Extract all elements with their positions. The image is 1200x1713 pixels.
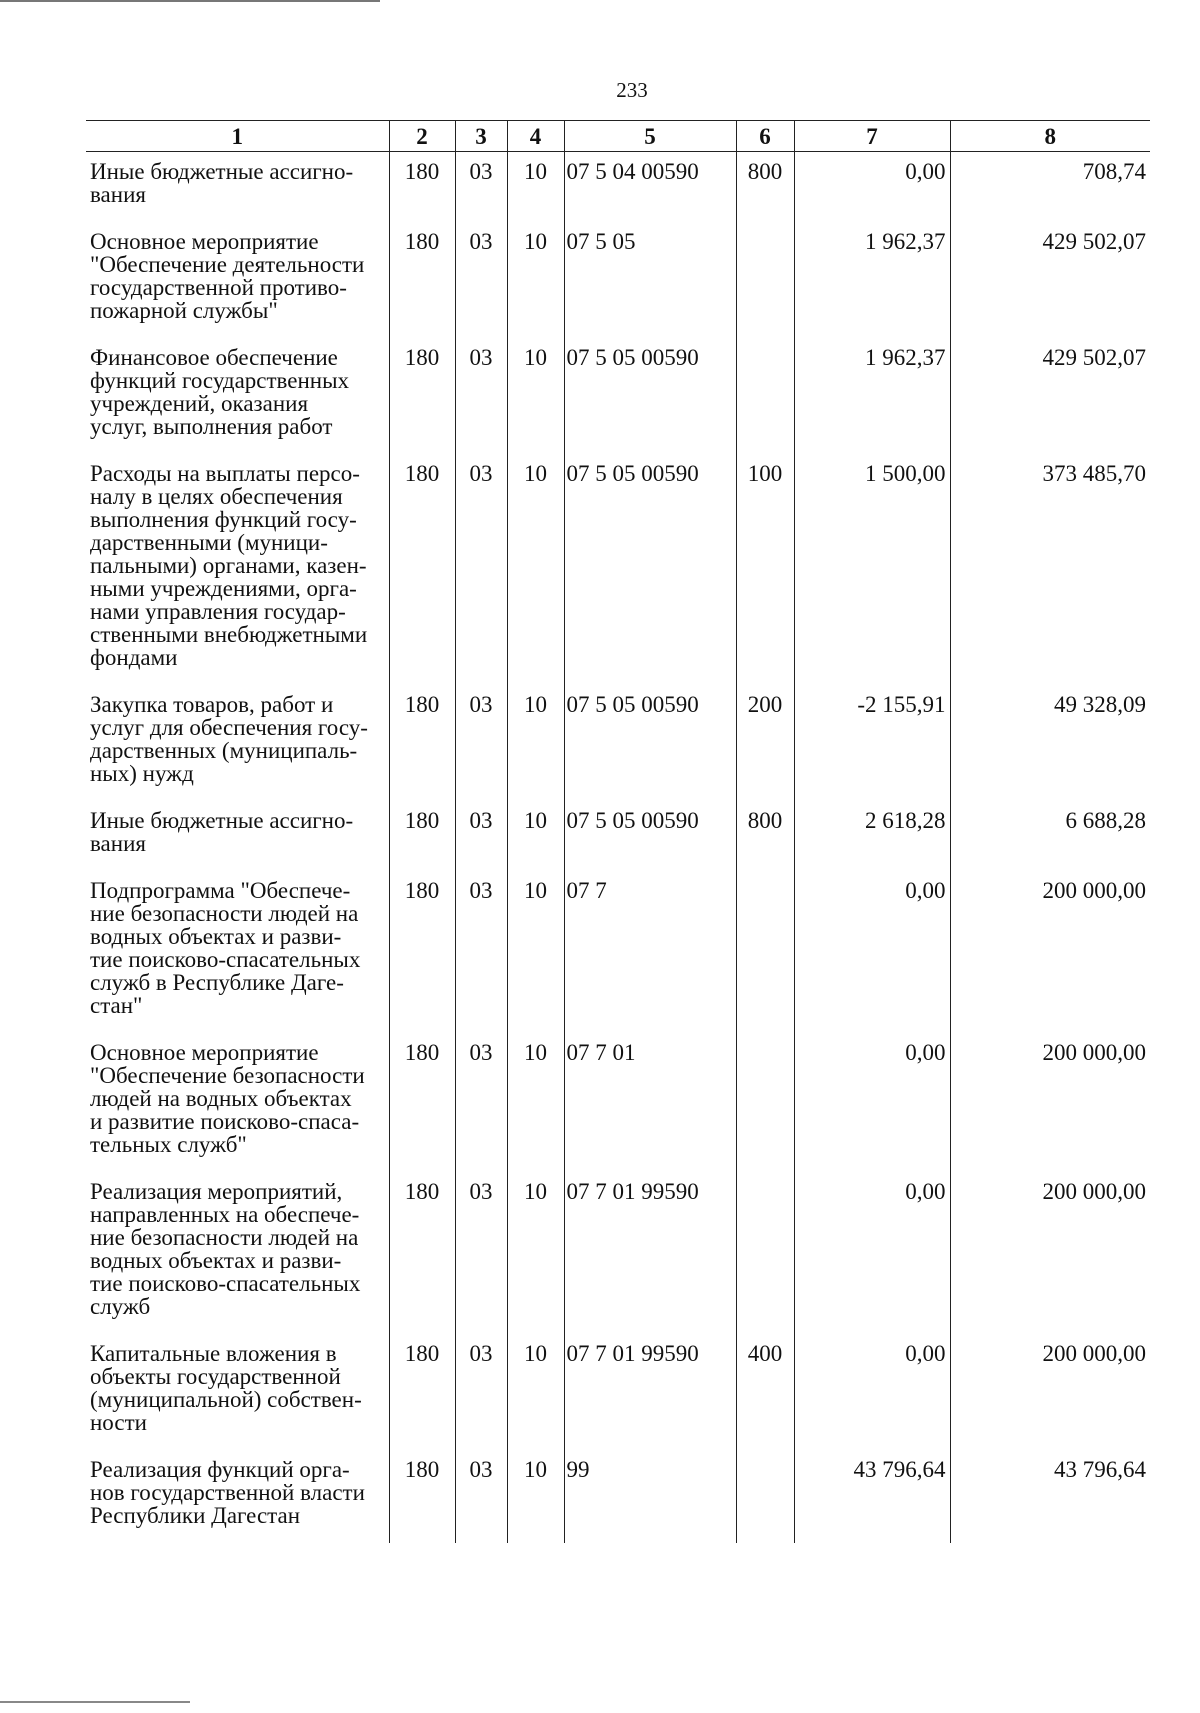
table-row bbox=[86, 454, 1150, 685]
row-admin-code-cell: 180 bbox=[389, 1033, 455, 1172]
row-target-code-cell: 99 bbox=[564, 1450, 736, 1543]
row-subsection-cell: 10 bbox=[507, 871, 564, 1033]
row-target-code-cell: 07 5 05 bbox=[564, 222, 736, 338]
row-target-code-cell: 07 7 01 bbox=[564, 1033, 736, 1172]
row-name-cell: Финансовое обеспечение функций государственных учреждений, оказания услуг, выполнения работ bbox=[90, 345, 350, 439]
row-section-cell: 03 bbox=[455, 1172, 507, 1334]
row-name-cell: Закупка товаров, работ и услуг для обеспечения госу- дарственных (муниципаль- ных) нужд bbox=[90, 692, 368, 786]
row-expense-type-cell bbox=[736, 1033, 794, 1172]
row-target-code-cell: 07 5 05 00590 bbox=[564, 801, 736, 871]
row-target-code-cell: 07 5 04 00590 bbox=[564, 152, 736, 223]
row-amount-change-cell: 0,00 bbox=[794, 1172, 950, 1334]
row-expense-type-cell bbox=[736, 1450, 794, 1543]
row-section-cell: 03 bbox=[455, 152, 507, 223]
row-subsection-cell: 10 bbox=[507, 685, 564, 801]
row-section-cell: 03 bbox=[455, 454, 507, 685]
row-amount-total-cell: 49 328,09 bbox=[950, 685, 1150, 801]
table-row bbox=[86, 685, 1150, 801]
row-expense-type-cell: 100 bbox=[736, 454, 794, 685]
table-row bbox=[86, 1033, 1150, 1172]
row-section-cell: 03 bbox=[455, 1033, 507, 1172]
row-expense-type-cell bbox=[736, 222, 794, 338]
row-amount-change-cell: 0,00 bbox=[794, 1334, 950, 1450]
row-expense-type-cell: 200 bbox=[736, 685, 794, 801]
header-col-8: 8 bbox=[950, 121, 1150, 152]
row-amount-change-cell: -2 155,91 bbox=[794, 685, 950, 801]
header-col-6: 6 bbox=[736, 121, 794, 152]
row-admin-code-cell: 180 bbox=[389, 1172, 455, 1334]
row-amount-total-cell: 200 000,00 bbox=[950, 1334, 1150, 1450]
table-row bbox=[86, 1334, 1150, 1450]
row-target-code-cell: 07 5 05 00590 bbox=[564, 685, 736, 801]
row-amount-change-cell: 0,00 bbox=[794, 1033, 950, 1172]
row-name-cell: Основное мероприятие "Обеспечение деятельности государственной противо- пожарной службы" bbox=[90, 229, 365, 323]
row-admin-code-cell: 180 bbox=[389, 871, 455, 1033]
table-row bbox=[86, 222, 1150, 338]
row-amount-total-cell: 429 502,07 bbox=[950, 338, 1150, 454]
header-col-2: 2 bbox=[389, 121, 455, 152]
row-section-cell: 03 bbox=[455, 1450, 507, 1543]
header-col-5: 5 bbox=[564, 121, 736, 152]
row-admin-code-cell: 180 bbox=[389, 338, 455, 454]
row-expense-type-cell: 400 bbox=[736, 1334, 794, 1450]
row-amount-total-cell: 6 688,28 bbox=[950, 801, 1150, 871]
row-name-cell: Основное мероприятие "Обеспечение безопасности людей на водных объектах и развитие поисково-спаса- тельных служб" bbox=[90, 1040, 365, 1157]
row-subsection-cell: 10 bbox=[507, 152, 564, 223]
row-section-cell: 03 bbox=[455, 801, 507, 871]
row-expense-type-cell bbox=[736, 338, 794, 454]
row-admin-code-cell: 180 bbox=[389, 454, 455, 685]
row-expense-type-cell: 800 bbox=[736, 801, 794, 871]
row-subsection-cell: 10 bbox=[507, 1450, 564, 1543]
row-expense-type-cell bbox=[736, 1172, 794, 1334]
row-subsection-cell: 10 bbox=[507, 338, 564, 454]
row-subsection-cell: 10 bbox=[507, 222, 564, 338]
row-target-code-cell: 07 5 05 00590 bbox=[564, 338, 736, 454]
table-row bbox=[86, 801, 1150, 871]
row-subsection-cell: 10 bbox=[507, 1172, 564, 1334]
row-amount-total-cell: 200 000,00 bbox=[950, 1033, 1150, 1172]
table-row bbox=[86, 152, 1150, 223]
row-section-cell: 03 bbox=[455, 222, 507, 338]
row-subsection-cell: 10 bbox=[507, 801, 564, 871]
header-col-3: 3 bbox=[455, 121, 507, 152]
row-amount-change-cell: 1 962,37 bbox=[794, 338, 950, 454]
row-amount-total-cell: 200 000,00 bbox=[950, 871, 1150, 1033]
row-amount-total-cell: 373 485,70 bbox=[950, 454, 1150, 685]
row-name-cell: Иные бюджетные ассигно- вания bbox=[90, 159, 354, 207]
row-amount-total-cell: 429 502,07 bbox=[950, 222, 1150, 338]
row-amount-change-cell: 1 500,00 bbox=[794, 454, 950, 685]
row-name-cell: Реализация мероприятий, направленных на обеспече- ние безопасности людей на водных объектах и разви- тие поисково-спасательных служб bbox=[90, 1179, 361, 1319]
row-admin-code-cell: 180 bbox=[389, 152, 455, 223]
table-row bbox=[86, 871, 1150, 1033]
row-amount-total-cell: 200 000,00 bbox=[950, 1172, 1150, 1334]
scan-top-rule bbox=[0, 0, 380, 2]
row-amount-change-cell: 0,00 bbox=[794, 871, 950, 1033]
budget-table bbox=[86, 120, 1150, 1543]
row-expense-type-cell bbox=[736, 871, 794, 1033]
row-subsection-cell: 10 bbox=[507, 1334, 564, 1450]
row-subsection-cell: 10 bbox=[507, 1033, 564, 1172]
row-name-cell: Подпрограмма "Обеспече- ние безопасности людей на водных объектах и разви- тие поисково-спасательных служб в Республике Даге- стан" bbox=[90, 878, 361, 1018]
row-expense-type-cell: 800 bbox=[736, 152, 794, 223]
row-name-cell: Капитальные вложения в объекты государственной (муниципальной) собствен- ности bbox=[90, 1341, 362, 1435]
row-name-cell: Расходы на выплаты персо- налу в целях обеспечения выполнения функций госу- дарственными (муници- пальными) органами, казен- ными учреждениями, орга- нами управления государ- ственными внебюджетными фондами bbox=[90, 461, 368, 670]
table-row bbox=[86, 1450, 1150, 1543]
row-name-cell: Иные бюджетные ассигно- вания bbox=[90, 808, 354, 856]
table-body bbox=[86, 152, 1150, 1544]
row-amount-change-cell: 2 618,28 bbox=[794, 801, 950, 871]
row-amount-total-cell: 708,74 bbox=[950, 152, 1150, 223]
table-row bbox=[86, 338, 1150, 454]
row-target-code-cell: 07 7 01 99590 bbox=[564, 1172, 736, 1334]
row-target-code-cell: 07 5 05 00590 bbox=[564, 454, 736, 685]
row-target-code-cell: 07 7 01 99590 bbox=[564, 1334, 736, 1450]
header-col-7: 7 bbox=[794, 121, 950, 152]
header-col-4: 4 bbox=[507, 121, 564, 152]
header-row bbox=[86, 121, 1150, 152]
row-amount-change-cell: 1 962,37 bbox=[794, 222, 950, 338]
row-target-code-cell: 07 7 bbox=[564, 871, 736, 1033]
row-section-cell: 03 bbox=[455, 338, 507, 454]
row-section-cell: 03 bbox=[455, 1334, 507, 1450]
row-amount-change-cell: 43 796,64 bbox=[794, 1450, 950, 1543]
row-admin-code-cell: 180 bbox=[389, 1334, 455, 1450]
row-subsection-cell: 10 bbox=[507, 454, 564, 685]
row-amount-change-cell: 0,00 bbox=[794, 152, 950, 223]
row-amount-total-cell: 43 796,64 bbox=[950, 1450, 1150, 1543]
page-number: 233 bbox=[616, 78, 648, 102]
row-admin-code-cell: 180 bbox=[389, 685, 455, 801]
row-admin-code-cell: 180 bbox=[389, 1450, 455, 1543]
row-admin-code-cell: 180 bbox=[389, 801, 455, 871]
header-col-1: 1 bbox=[86, 121, 389, 152]
row-section-cell: 03 bbox=[455, 871, 507, 1033]
row-name-cell: Реализация функций орга- нов государственной власти Республики Дагестан bbox=[90, 1457, 365, 1528]
row-admin-code-cell: 180 bbox=[389, 222, 455, 338]
table-row bbox=[86, 1172, 1150, 1334]
row-section-cell: 03 bbox=[455, 685, 507, 801]
scan-bottom-rule bbox=[0, 1701, 190, 1703]
